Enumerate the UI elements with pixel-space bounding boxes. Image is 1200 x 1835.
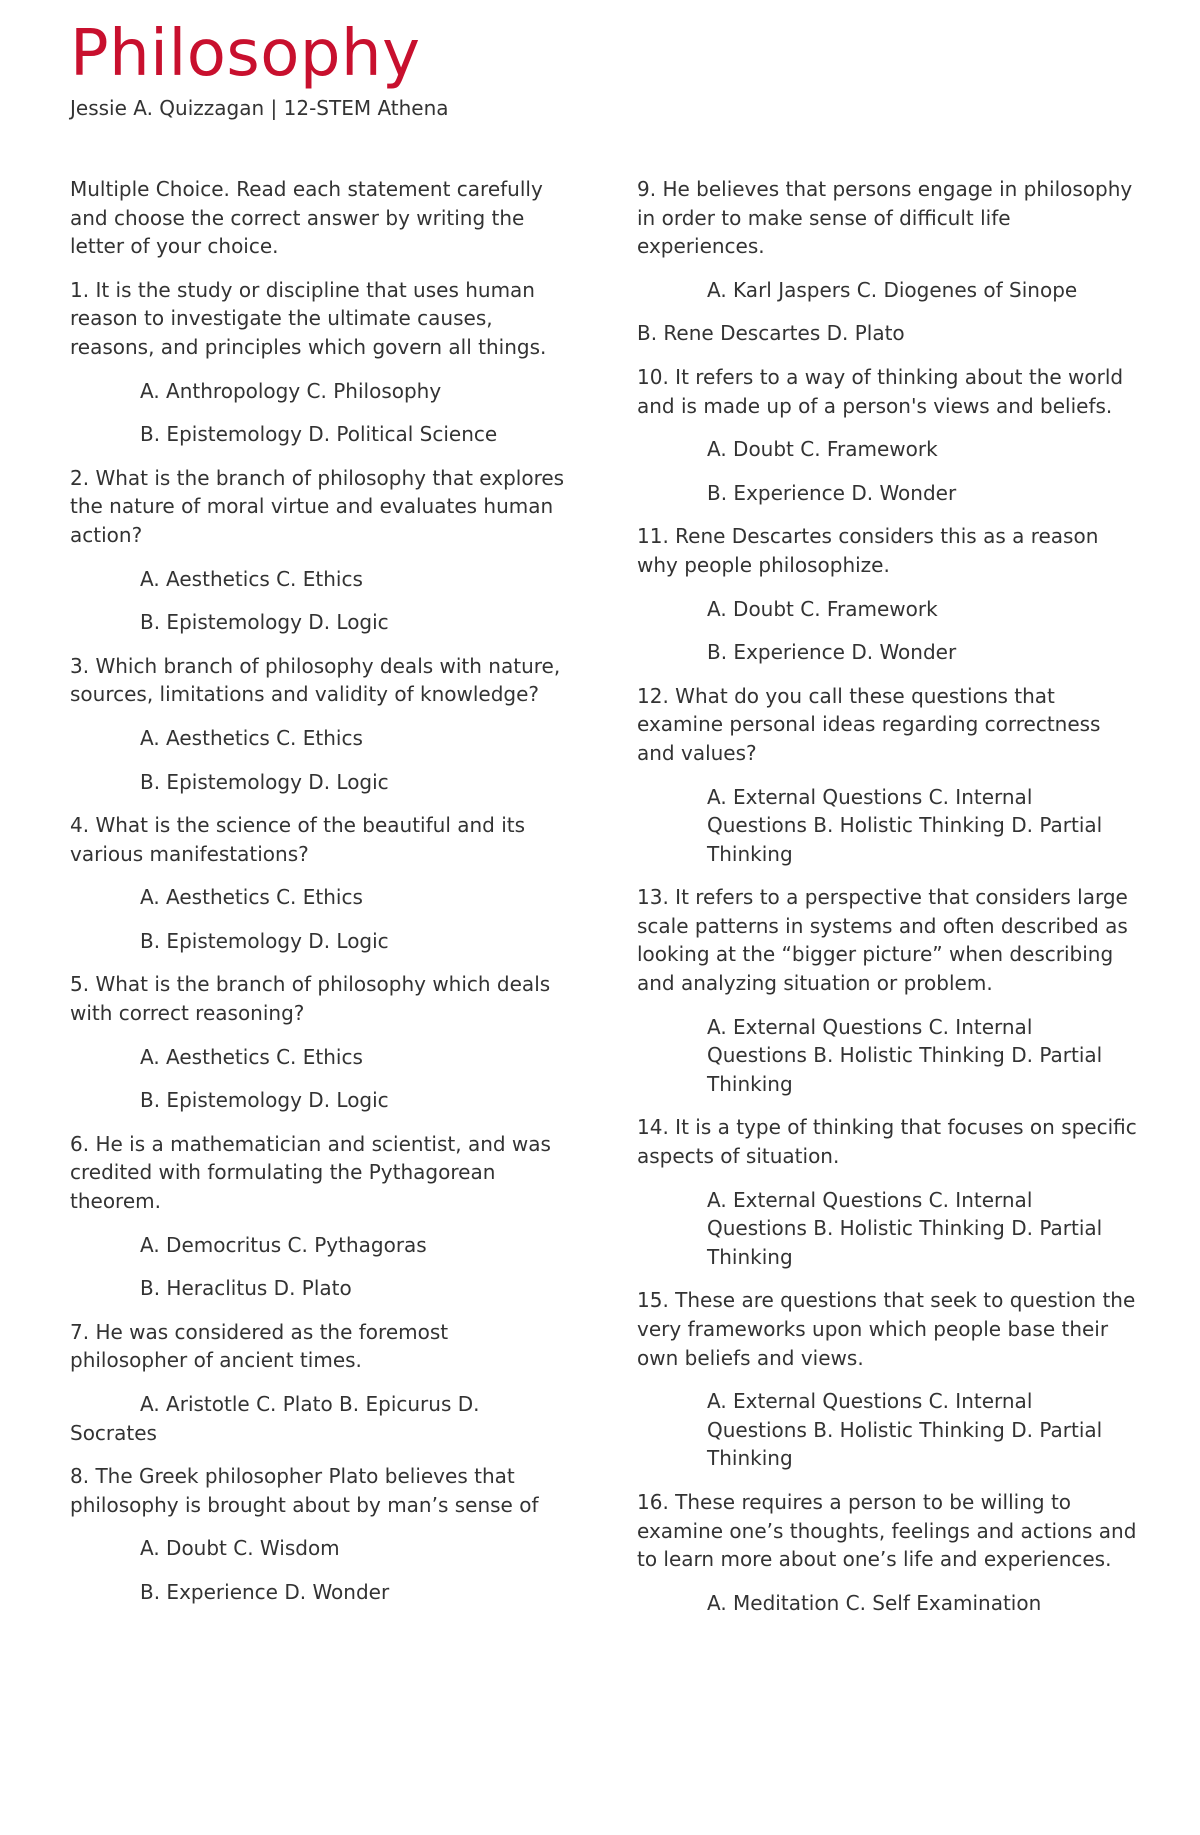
question-14-options: A. External Questions C. Internal Questions B. Holistic Thinking D. Partial Thinking xyxy=(707,1187,1103,1269)
question-13: 13. It refers to a perspective that considers large scale patterns in systems and often described as looking at the “bigger picture” when describing and analyzing situation or problem. xyxy=(637,885,1128,996)
question-8: 8. The Greek philosopher Plato believes that philosophy is brought about by man’s sense of xyxy=(70,1464,539,1517)
question-3: 3. Which branch of philosophy deals with nature, sources, limitations and validity of knowledge? xyxy=(70,653,561,707)
question-3-options-a: A. Aesthetics C. Ethics xyxy=(140,725,363,750)
author-line: Jessie A. Quizzagan | 12-STEM Athena xyxy=(70,96,449,120)
question-2: 2. What is the branch of philosophy that explores the nature of moral virtue and evaluates human action? xyxy=(70,465,565,547)
question-1-options-a: A. Anthropology C. Philosophy xyxy=(140,378,442,403)
question-9: 9. He believes that persons engage in philosophy in order to make sense of difficult life experiences. xyxy=(637,177,1133,259)
question-8-options-b: B. Experience D. Wonder xyxy=(140,1579,390,1604)
question-14: 14. It is a type of thinking that focuses on specific aspects of situation. xyxy=(637,1115,1137,1169)
instructions: Multiple Choice. Read each statement carefully and choose the correct answer by writing the letter of your choice. xyxy=(70,177,543,259)
question-9-options-a: A. Karl Jaspers C. Diogenes of Sinope xyxy=(707,277,1078,302)
question-11: 11. Rene Descartes considers this as a reason why people philosophize. xyxy=(637,524,1099,577)
question-10-options-b: B. Experience D. Wonder xyxy=(707,480,957,505)
question-5: 5. What is the branch of philosophy which deals with correct reasoning? xyxy=(70,972,551,1026)
question-4-options-b: B. Epistemology D. Logic xyxy=(140,928,389,953)
question-2-options-a: A. Aesthetics C. Ethics xyxy=(140,566,363,591)
question-1: 1. It is the study or discipline that uses human reason to investigate the ultimate causes, reasons, and principles which govern all things. xyxy=(70,277,547,359)
right-column xyxy=(637,175,1137,1632)
question-8-options-a: A. Doubt C. Wisdom xyxy=(140,1536,340,1561)
question-7: 7. He was considered as the foremost philosopher of ancient times. xyxy=(70,1319,449,1373)
question-16-options: A. Meditation C. Self Examination xyxy=(707,1590,1042,1615)
question-5-options-b: B. Epistemology D. Logic xyxy=(140,1088,389,1113)
question-15-options: A. External Questions C. Internal Questions B. Holistic Thinking D. Partial Thinking xyxy=(707,1389,1103,1471)
question-9-options-b: B. Rene Descartes D. Plato xyxy=(637,321,905,346)
question-4-options-a: A. Aesthetics C. Ethics xyxy=(140,885,363,910)
question-15: 15. These are questions that seek to question the very frameworks upon which people base their own beliefs and views. xyxy=(637,1288,1136,1370)
question-16: 16. These requires a person to be willing to examine one’s thoughts, feelings and actions and to learn more about one’s life and experiences. xyxy=(637,1489,1137,1572)
left-column xyxy=(70,175,570,1622)
question-11-options-b: B. Experience D. Wonder xyxy=(707,640,957,665)
question-6-options-b: B. Heraclitus D. Plato xyxy=(140,1276,352,1301)
question-10-options-a: A. Doubt C. Framework xyxy=(707,437,938,462)
question-3-options-b: B. Epistemology D. Logic xyxy=(140,769,389,794)
question-13-options: A. External Questions C. Internal Questions B. Holistic Thinking D. Partial Thinking xyxy=(707,1014,1103,1096)
question-1-options-b: B. Epistemology D. Political Science xyxy=(140,422,498,447)
question-12-options: A. External Questions C. Internal Questions B. Holistic Thinking D. Partial Thinking xyxy=(707,784,1103,866)
question-2-options-b: B. Epistemology D. Logic xyxy=(140,610,389,635)
question-11-options-a: A. Doubt C. Framework xyxy=(707,596,938,621)
question-10: 10. It refers to a way of thinking about the world and is made up of a person's views and beliefs. xyxy=(637,364,1124,418)
question-4: 4. What is the science of the beautiful and its various manifestations? xyxy=(70,813,526,866)
question-6-options-a: A. Democritus C. Pythagoras xyxy=(140,1232,427,1257)
document-title: Philosophy xyxy=(70,17,421,91)
question-6: 6. He is a mathematician and scientist, and was credited with formulating the Pythagorean theorem. xyxy=(70,1131,551,1214)
question-7-options: A. Aristotle C. Plato B. Epicurus D. Socrates xyxy=(70,1392,480,1445)
question-12: 12. What do you call these questions that examine personal ideas regarding correctness and values? xyxy=(637,683,1101,765)
question-5-options-a: A. Aesthetics C. Ethics xyxy=(140,1044,363,1069)
